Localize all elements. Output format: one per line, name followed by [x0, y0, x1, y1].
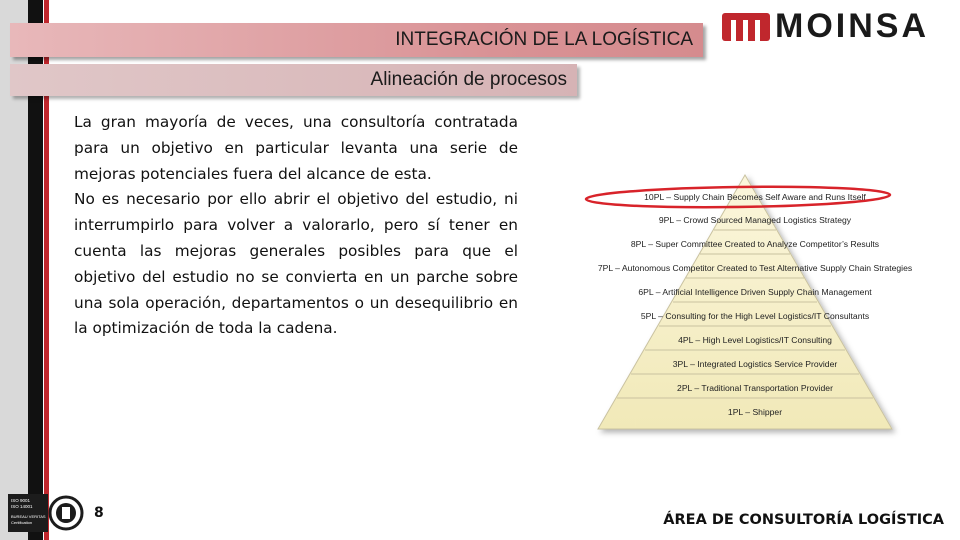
logo-text: MOINSA: [775, 7, 929, 45]
title-banner: [10, 23, 703, 57]
page-number: 8: [94, 505, 104, 521]
paragraph-1: La gran mayoría de veces, una consultoría contratada para un objetivo en particular levanta una serie de mejoras potenciales fuera del alcance de esta.: [74, 113, 518, 183]
page-title: INTEGRACIÓN DE LA LOGÍSTICA: [395, 29, 693, 50]
body-text: [74, 110, 518, 342]
subtitle-banner: [10, 64, 577, 96]
pyramid-level-1: 1PL – Shipper: [727, 407, 783, 417]
pyramid-level-9: 9PL – Crowd Sourced Managed Logistics Strategy: [658, 215, 852, 225]
svg-text:BUREAU VERITAS: BUREAU VERITAS: [11, 514, 46, 519]
pyramid-level-2: 2PL – Traditional Transportation Provider: [677, 383, 833, 393]
pyramid-graphic: [570, 170, 940, 440]
pyramid-level-10: 10PL – Supply Chain Becomes Self Aware and Runs Itself: [644, 192, 866, 202]
bureau-veritas-certification-icon: [8, 494, 84, 532]
pyramid-level-8: 8PL – Super Committee Created to Analyze Competitor’s Results: [630, 239, 880, 249]
svg-text:ISO 9001: ISO 9001: [11, 498, 31, 503]
footer-area-title: ÁREA DE CONSULTORÍA LOGÍSTICA: [663, 512, 944, 528]
moinsa-logo-mark-icon: [722, 13, 770, 41]
pyramid-level-4: 4PL – High Level Logistics/IT Consulting: [678, 335, 832, 345]
pyramid-level-6: 6PL – Artificial Intelligence Driven Supply Chain Management: [638, 287, 872, 297]
pyramid-level-5: 5PL – Consulting for the High Level Logistics/IT Consultants: [640, 311, 870, 321]
svg-text:Certification: Certification: [11, 520, 33, 525]
svg-text:ISO 14001: ISO 14001: [11, 504, 33, 509]
page-subtitle: Alineación de procesos: [370, 69, 567, 90]
pyramid-level-7: 7PL – Autonomous Competitor Created to Test Alternative Supply Chain Strategies: [597, 263, 913, 273]
logistics-pyramid: [570, 170, 940, 440]
moinsa-logo: [722, 7, 948, 45]
pyramid-level-3: 3PL – Integrated Logistics Service Provider: [672, 359, 838, 369]
paragraph-2: No es necesario por ello abrir el objetivo del estudio, ni interrumpirlo para volver a valorarlo, pero sí tener en cuenta las mejoras generales posibles para que el objetivo del estudio no se convierta en un parche sobre una sola operación, departamentos o un desequilibrio en la optimización de toda la cadena.: [74, 190, 518, 338]
